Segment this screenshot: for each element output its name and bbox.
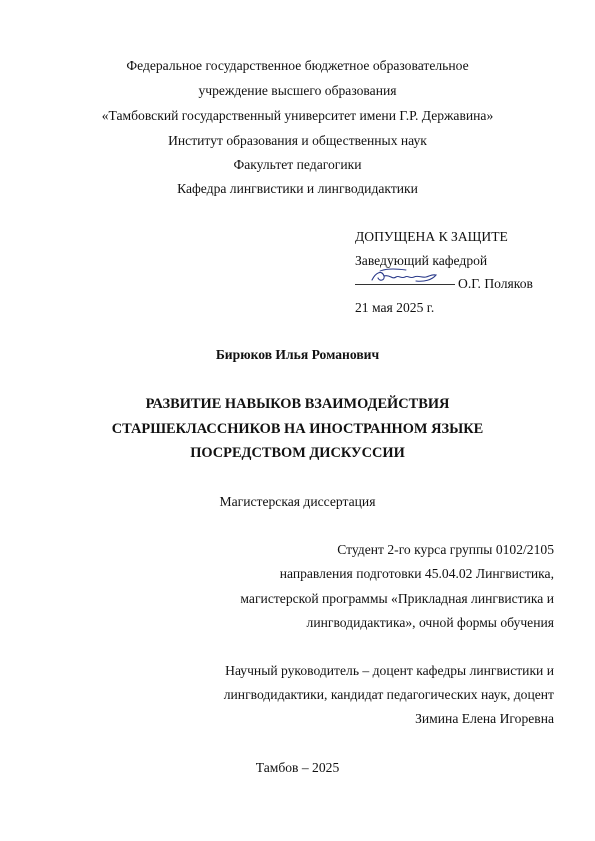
approval-role: Заведующий кафедрой [355, 253, 488, 268]
student-info-line-2: направления подготовки 45.04.02 Лингвистика, [279, 566, 554, 581]
department-name: Кафедра лингвистики и лингводидактики [177, 181, 418, 196]
approval-status: ДОПУЩЕНА К ЗАЩИТЕ [355, 229, 508, 244]
city-year: Тамбов – 2025 [255, 760, 340, 775]
thesis-title-line-2: СТАРШЕКЛАССНИКОВ НА ИНОСТРАННОМ ЯЗЫКЕ [111, 421, 484, 437]
supervisor-line-2: лингводидактики, кандидат педагогических наук, доцент [223, 687, 554, 702]
author-name: Бирюков Илья Романович [215, 347, 380, 362]
university-name: «Тамбовский государственный университет имени Г.Р. Державина» [101, 108, 494, 123]
student-info-line-4: лингводидактика», очной формы обучения [306, 615, 554, 630]
approval-name: О.Г. Поляков [458, 276, 533, 291]
student-info-line-1: Студент 2-го курса группы 0102/2105 [337, 542, 554, 557]
supervisor-line-1: Научный руководитель – доцент кафедры лингвистики и [225, 663, 554, 678]
approval-date: 21 мая 2025 г. [355, 300, 435, 315]
student-info-line-3: магистерской программы «Прикладная лингвистика и [240, 591, 554, 606]
institute-name: Институт образования и общественных наук [168, 133, 427, 148]
institution-line-2: учреждение высшего образования [198, 83, 397, 98]
thesis-title-line-3: ПОСРЕДСТВОМ ДИСКУССИИ [190, 445, 405, 461]
institution-line-1: Федеральное государственное бюджетное образовательное [126, 58, 469, 73]
faculty-name: Факультет педагогики [233, 157, 362, 172]
work-type: Магистерская диссертация [219, 494, 376, 509]
thesis-title-line-1: РАЗВИТИЕ НАВЫКОВ ВЗАИМОДЕЙСТВИЯ [145, 396, 450, 412]
handwritten-signature [370, 266, 440, 288]
supervisor-name: Зимина Елена Игоревна [415, 711, 554, 726]
